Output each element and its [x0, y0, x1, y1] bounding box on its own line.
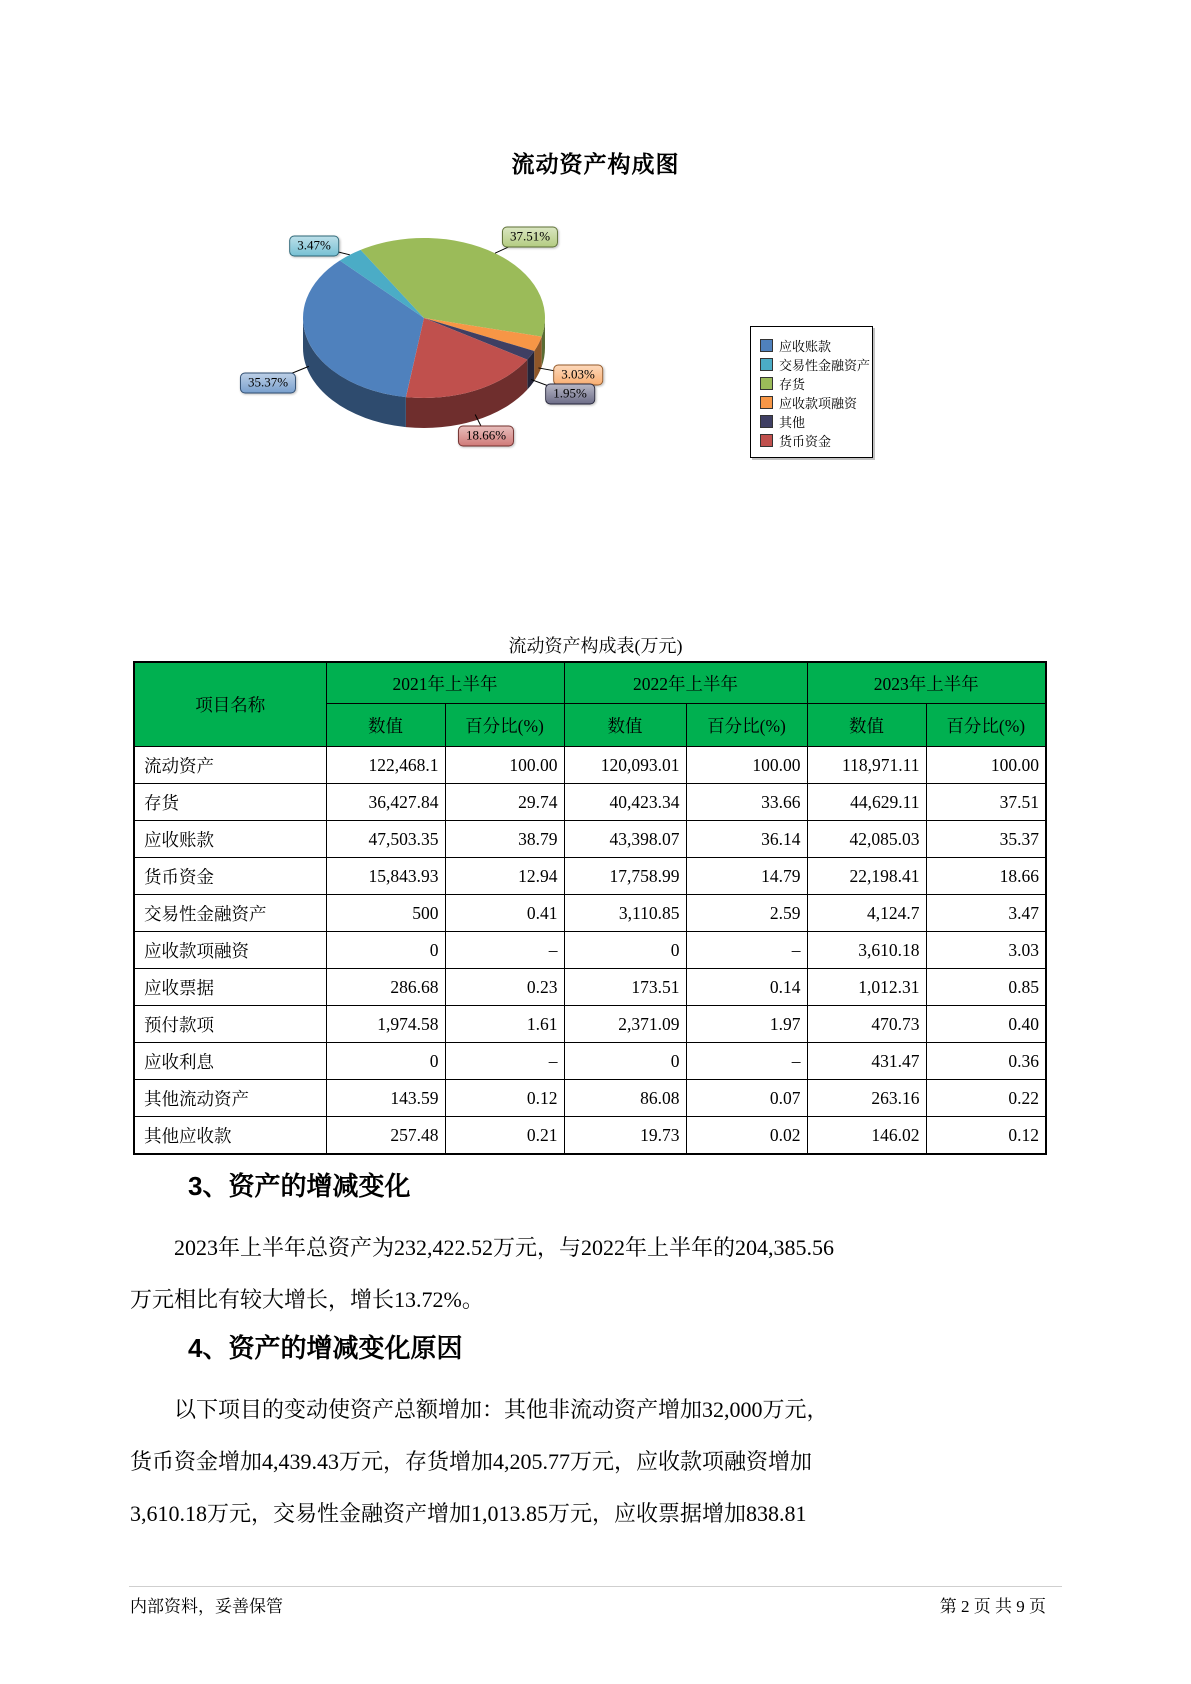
row-value-cell: 1,012.31: [807, 969, 926, 1006]
row-value-cell: 3,110.85: [564, 895, 686, 932]
row-item-name: 其他应收款: [134, 1117, 326, 1155]
legend-swatch: [760, 434, 773, 447]
row-value-cell: 3.03: [926, 932, 1046, 969]
legend-item: [760, 336, 866, 355]
col-header-sub: 数值: [564, 704, 686, 747]
pie-3d-chart: [0, 0, 1191, 520]
row-value-cell: 0: [564, 1043, 686, 1080]
row-value-cell: 100.00: [686, 747, 807, 784]
row-value-cell: 257.48: [326, 1117, 445, 1155]
row-value-cell: 3,610.18: [807, 932, 926, 969]
table-title: 流动资产构成表(万元): [508, 636, 683, 656]
col-header-sub: 百分比(%): [686, 704, 807, 747]
footer-confidential-note: 内部资料，妥善保管: [130, 1597, 283, 1616]
section-4-heading: 4、资产的增减变化原因: [188, 1333, 463, 1363]
legend-label: 其他: [779, 415, 806, 430]
row-value-cell: 12.94: [445, 858, 564, 895]
row-value-cell: 17,758.99: [564, 858, 686, 895]
paragraph-line: 3,610.18万元，交易性金融资产增加1,013.85万元，应收票据增加838.81: [130, 1501, 807, 1526]
row-value-cell: 40,423.34: [564, 784, 686, 821]
col-header-sub: 百分比(%): [926, 704, 1046, 747]
row-value-cell: 44,629.11: [807, 784, 926, 821]
section-4-paragraph: [130, 1384, 1063, 1540]
row-value-cell: –: [686, 1043, 807, 1080]
legend-swatch: [760, 358, 773, 371]
pie-percent-label: 3.47%: [289, 236, 339, 257]
row-value-cell: 33.66: [686, 784, 807, 821]
row-value-cell: 470.73: [807, 1006, 926, 1043]
row-value-cell: –: [445, 1043, 564, 1080]
row-value-cell: 35.37: [926, 821, 1046, 858]
row-value-cell: 431.47: [807, 1043, 926, 1080]
legend-label: 货币资金: [779, 434, 832, 449]
table-row: [134, 784, 1046, 821]
table-row: [134, 1117, 1046, 1155]
pie-percent-label: 18.66%: [458, 426, 514, 447]
row-value-cell: 0.12: [445, 1080, 564, 1117]
row-value-cell: 47,503.35: [326, 821, 445, 858]
row-value-cell: 18.66: [926, 858, 1046, 895]
row-item-name: 应收票据: [134, 969, 326, 1006]
table-row: [134, 969, 1046, 1006]
legend-item: [760, 393, 866, 412]
legend-swatch: [760, 415, 773, 428]
row-item-name: 预付款项: [134, 1006, 326, 1043]
pie-percent-label: 35.37%: [240, 373, 296, 394]
legend-swatch: [760, 377, 773, 390]
row-item-name: 货币资金: [134, 858, 326, 895]
footer-page-number: 第 2 页 共 9 页: [939, 1597, 1046, 1616]
table-row: [134, 895, 1046, 932]
table-row: [134, 858, 1046, 895]
col-header-year-group: 2023年上半年: [807, 662, 1046, 704]
row-value-cell: 286.68: [326, 969, 445, 1006]
row-value-cell: 122,468.1: [326, 747, 445, 784]
row-item-name: 应收款项融资: [134, 932, 326, 969]
paragraph-line: 2023年上半年总资产为232,422.52万元，与2022年上半年的204,385.56: [174, 1235, 835, 1260]
row-item-name: 应收利息: [134, 1043, 326, 1080]
row-value-cell: 0.85: [926, 969, 1046, 1006]
row-value-cell: 2,371.09: [564, 1006, 686, 1043]
row-value-cell: 29.74: [445, 784, 564, 821]
row-value-cell: 36,427.84: [326, 784, 445, 821]
row-value-cell: 0: [564, 932, 686, 969]
row-value-cell: 42,085.03: [807, 821, 926, 858]
pie-percent-label: 37.51%: [502, 227, 558, 248]
row-value-cell: 0.02: [686, 1117, 807, 1155]
legend-label: 应收账款: [779, 339, 832, 354]
current-assets-table: [133, 661, 1047, 1155]
table-row: [134, 747, 1046, 784]
paragraph-line: 以下项目的变动使资产总额增加：其他非流动资产增加32,000万元，: [174, 1397, 829, 1422]
col-header-item-name: 项目名称: [134, 662, 326, 747]
row-value-cell: 118,971.11: [807, 747, 926, 784]
legend-item: [760, 374, 866, 393]
row-value-cell: 86.08: [564, 1080, 686, 1117]
col-header-year-group: 2022年上半年: [564, 662, 807, 704]
table-row: [134, 1006, 1046, 1043]
table-row: [134, 821, 1046, 858]
row-value-cell: 0: [326, 932, 445, 969]
row-value-cell: 0.21: [445, 1117, 564, 1155]
row-value-cell: 3.47: [926, 895, 1046, 932]
table-row: [134, 1043, 1046, 1080]
row-value-cell: 0.40: [926, 1006, 1046, 1043]
row-value-cell: 14.79: [686, 858, 807, 895]
row-value-cell: 500: [326, 895, 445, 932]
legend-label: 存货: [779, 377, 806, 392]
row-value-cell: 0.07: [686, 1080, 807, 1117]
row-value-cell: 1.61: [445, 1006, 564, 1043]
row-value-cell: 36.14: [686, 821, 807, 858]
col-header-year-group: 2021年上半年: [326, 662, 564, 704]
legend-item: [760, 412, 866, 431]
row-value-cell: 100.00: [445, 747, 564, 784]
legend-swatch: [760, 396, 773, 409]
row-value-cell: 0.12: [926, 1117, 1046, 1155]
row-value-cell: 263.16: [807, 1080, 926, 1117]
table-row: [134, 1080, 1046, 1117]
legend-item: [760, 355, 871, 374]
row-value-cell: 22,198.41: [807, 858, 926, 895]
row-item-name: 流动资产: [134, 747, 326, 784]
row-value-cell: 37.51: [926, 784, 1046, 821]
row-value-cell: 146.02: [807, 1117, 926, 1155]
pie-chart-title: 流动资产构成图: [511, 152, 680, 177]
row-value-cell: 43,398.07: [564, 821, 686, 858]
col-header-sub: 数值: [807, 704, 926, 747]
row-value-cell: 173.51: [564, 969, 686, 1006]
col-header-sub: 百分比(%): [445, 704, 564, 747]
row-value-cell: 1,974.58: [326, 1006, 445, 1043]
row-value-cell: 143.59: [326, 1080, 445, 1117]
chart-legend: [750, 326, 873, 458]
row-item-name: 存货: [134, 784, 326, 821]
row-value-cell: 4,124.7: [807, 895, 926, 932]
paragraph-line: 货币资金增加4,439.43万元，存货增加4,205.77万元，应收款项融资增加: [130, 1449, 813, 1474]
row-value-cell: 38.79: [445, 821, 564, 858]
row-value-cell: 120,093.01: [564, 747, 686, 784]
legend-label: 应收款项融资: [779, 396, 858, 411]
row-value-cell: –: [686, 932, 807, 969]
row-value-cell: 0.14: [686, 969, 807, 1006]
section-3-paragraph: [130, 1222, 1063, 1326]
row-value-cell: 1.97: [686, 1006, 807, 1043]
row-value-cell: –: [445, 932, 564, 969]
paragraph-line: 万元相比有较大增长，增长13.72%。: [130, 1287, 484, 1312]
row-value-cell: 15,843.93: [326, 858, 445, 895]
row-value-cell: 0.41: [445, 895, 564, 932]
col-header-sub: 数值: [326, 704, 445, 747]
row-value-cell: 19.73: [564, 1117, 686, 1155]
legend-label: 交易性金融资产: [779, 358, 871, 373]
row-value-cell: 0.36: [926, 1043, 1046, 1080]
legend-item: [760, 431, 866, 450]
row-value-cell: 0.22: [926, 1080, 1046, 1117]
row-item-name: 交易性金融资产: [134, 895, 326, 932]
row-value-cell: 2.59: [686, 895, 807, 932]
pie-percent-label: 3.03%: [553, 365, 603, 386]
section-3-heading: 3、资产的增减变化: [188, 1171, 411, 1201]
legend-swatch: [760, 339, 773, 352]
row-value-cell: 0: [326, 1043, 445, 1080]
row-value-cell: 0.23: [445, 969, 564, 1006]
footer-divider: [129, 1586, 1062, 1587]
pie-percent-label: 1.95%: [545, 384, 595, 405]
row-value-cell: 100.00: [926, 747, 1046, 784]
row-item-name: 其他流动资产: [134, 1080, 326, 1117]
table-row: [134, 932, 1046, 969]
row-item-name: 应收账款: [134, 821, 326, 858]
